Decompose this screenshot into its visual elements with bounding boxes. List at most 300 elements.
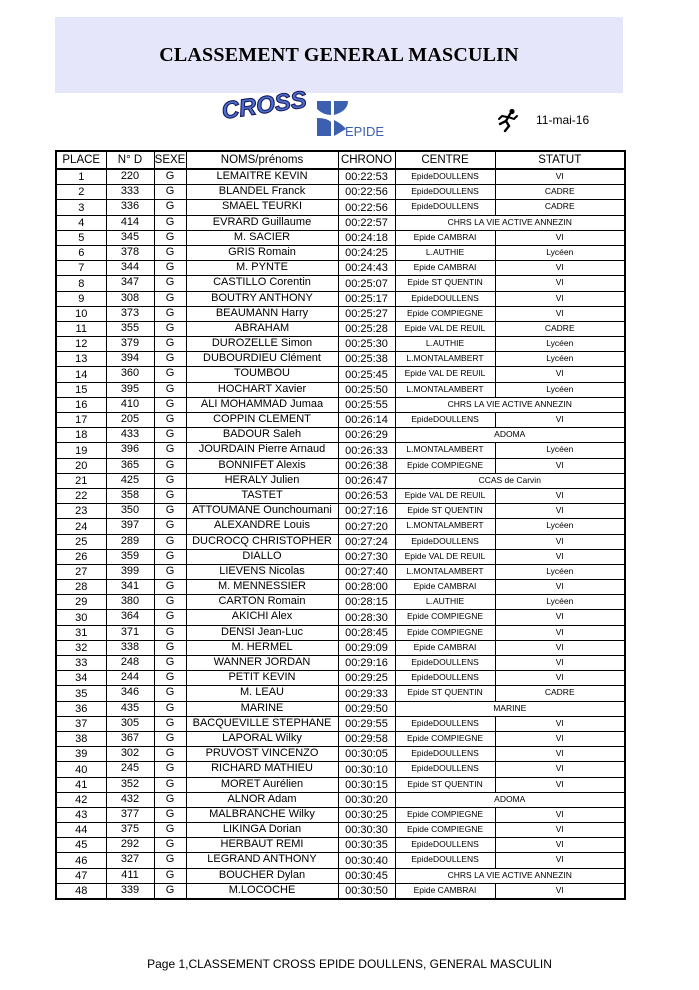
name-cell: BACQUEVILLE STEPHANE bbox=[186, 716, 338, 731]
bib-number-cell: 379 bbox=[106, 337, 154, 352]
bib-number-cell: 373 bbox=[106, 306, 154, 321]
centre-cell: L.MONTALAMBERT bbox=[395, 382, 495, 397]
sex-cell: G bbox=[154, 321, 186, 336]
place-cell: 36 bbox=[56, 701, 106, 716]
bib-number-cell: 365 bbox=[106, 458, 154, 473]
statut-cell: VI bbox=[495, 367, 625, 382]
cross-logo-text: CROSS bbox=[220, 86, 309, 125]
sex-cell: G bbox=[154, 701, 186, 716]
place-cell: 31 bbox=[56, 625, 106, 640]
bib-number-cell: 425 bbox=[106, 473, 154, 488]
table-row bbox=[56, 595, 625, 610]
place-cell: 4 bbox=[56, 215, 106, 230]
bib-number-cell: 350 bbox=[106, 504, 154, 519]
place-cell: 3 bbox=[56, 200, 106, 215]
name-cell: ALEXANDRE Louis bbox=[186, 519, 338, 534]
name-cell: COPPIN CLEMENT bbox=[186, 413, 338, 428]
centre-cell: EpideDOULLENS bbox=[395, 747, 495, 762]
place-cell: 7 bbox=[56, 261, 106, 276]
statut-cell: CADRE bbox=[495, 200, 625, 215]
table-row bbox=[56, 382, 625, 397]
sex-cell: G bbox=[154, 306, 186, 321]
chrono-cell: 00:26:14 bbox=[338, 413, 395, 428]
name-cell: HERBAUT REMI bbox=[186, 838, 338, 853]
name-cell: MORET Aurélien bbox=[186, 777, 338, 792]
bib-number-cell: 346 bbox=[106, 686, 154, 701]
bib-number-cell: 371 bbox=[106, 625, 154, 640]
sex-cell: G bbox=[154, 534, 186, 549]
bib-number-cell: 308 bbox=[106, 291, 154, 306]
name-cell: HERALY Julien bbox=[186, 473, 338, 488]
centre-cell: Epide CAMBRAI bbox=[395, 580, 495, 595]
chrono-cell: 00:30:40 bbox=[338, 853, 395, 868]
sex-cell: G bbox=[154, 792, 186, 807]
centre-cell: L.MONTALAMBERT bbox=[395, 443, 495, 458]
bib-number-cell: 367 bbox=[106, 731, 154, 746]
centre-cell: Epide ST QUENTIN bbox=[395, 504, 495, 519]
sex-cell: G bbox=[154, 488, 186, 503]
bib-number-cell: 375 bbox=[106, 823, 154, 838]
table-row bbox=[56, 504, 625, 519]
bib-number-cell: 341 bbox=[106, 580, 154, 595]
centre-cell: Epide VAL DE REUIL bbox=[395, 488, 495, 503]
place-cell: 9 bbox=[56, 291, 106, 306]
name-cell: EVRARD Guillaume bbox=[186, 215, 338, 230]
sex-cell: G bbox=[154, 200, 186, 215]
statut-cell: VI bbox=[495, 883, 625, 899]
place-cell: 13 bbox=[56, 352, 106, 367]
sex-cell: G bbox=[154, 747, 186, 762]
sex-cell: G bbox=[154, 731, 186, 746]
sex-cell: G bbox=[154, 595, 186, 610]
table-row bbox=[56, 823, 625, 838]
chrono-cell: 00:30:15 bbox=[338, 777, 395, 792]
sex-cell: G bbox=[154, 549, 186, 564]
chrono-cell: 00:25:07 bbox=[338, 276, 395, 291]
centre-cell: Epide COMPIEGNE bbox=[395, 823, 495, 838]
sex-cell: G bbox=[154, 261, 186, 276]
place-cell: 23 bbox=[56, 504, 106, 519]
place-cell: 34 bbox=[56, 671, 106, 686]
centre-cell: Epide CAMBRAI bbox=[395, 883, 495, 899]
centre-cell: EpideDOULLENS bbox=[395, 534, 495, 549]
name-cell: LIEVENS Nicolas bbox=[186, 564, 338, 579]
name-cell: AKICHI Alex bbox=[186, 610, 338, 625]
sex-cell: G bbox=[154, 473, 186, 488]
place-cell: 46 bbox=[56, 853, 106, 868]
chrono-cell: 00:22:53 bbox=[338, 169, 395, 185]
sex-cell: G bbox=[154, 291, 186, 306]
chrono-cell: 00:25:27 bbox=[338, 306, 395, 321]
centre-cell: EpideDOULLENS bbox=[395, 185, 495, 200]
table-row bbox=[56, 306, 625, 321]
name-cell: ALI MOHAMMAD Jumaa bbox=[186, 397, 338, 412]
statut-cell: CADRE bbox=[495, 321, 625, 336]
bib-number-cell: 380 bbox=[106, 595, 154, 610]
place-cell: 14 bbox=[56, 367, 106, 382]
chrono-cell: 00:28:30 bbox=[338, 610, 395, 625]
chrono-cell: 00:24:25 bbox=[338, 245, 395, 260]
sex-cell: G bbox=[154, 640, 186, 655]
statut-cell: Lycéen bbox=[495, 382, 625, 397]
chrono-cell: 00:28:45 bbox=[338, 625, 395, 640]
centre-cell: EpideDOULLENS bbox=[395, 838, 495, 853]
chrono-cell: 00:25:50 bbox=[338, 382, 395, 397]
sex-cell: G bbox=[154, 413, 186, 428]
centre-cell: Epide VAL DE REUIL bbox=[395, 321, 495, 336]
chrono-cell: 00:26:38 bbox=[338, 458, 395, 473]
chrono-cell: 00:26:29 bbox=[338, 428, 395, 443]
table-row bbox=[56, 443, 625, 458]
statut-cell: VI bbox=[495, 610, 625, 625]
place-cell: 47 bbox=[56, 868, 106, 883]
name-cell: DUBOURDIEU Clément bbox=[186, 352, 338, 367]
sex-cell: G bbox=[154, 276, 186, 291]
table-row bbox=[56, 230, 625, 245]
statut-cell: VI bbox=[495, 549, 625, 564]
bib-number-cell: 433 bbox=[106, 428, 154, 443]
place-cell: 32 bbox=[56, 640, 106, 655]
table-row bbox=[56, 549, 625, 564]
table-row bbox=[56, 200, 625, 215]
place-cell: 16 bbox=[56, 397, 106, 412]
name-cell: DUROZELLE Simon bbox=[186, 337, 338, 352]
centre-cell: EpideDOULLENS bbox=[395, 762, 495, 777]
bib-number-cell: 245 bbox=[106, 762, 154, 777]
table-row bbox=[56, 261, 625, 276]
column-header: CENTRE bbox=[395, 151, 495, 169]
centre-cell: L.AUTHIE bbox=[395, 337, 495, 352]
name-cell: HOCHART Xavier bbox=[186, 382, 338, 397]
place-cell: 44 bbox=[56, 823, 106, 838]
name-cell: SMAEL TEURKI bbox=[186, 200, 338, 215]
sex-cell: G bbox=[154, 215, 186, 230]
statut-cell: VI bbox=[495, 671, 625, 686]
centre-cell: Epide COMPIEGNE bbox=[395, 610, 495, 625]
name-cell: PRUVOST VINCENZO bbox=[186, 747, 338, 762]
place-cell: 27 bbox=[56, 564, 106, 579]
place-cell: 42 bbox=[56, 792, 106, 807]
bib-number-cell: 364 bbox=[106, 610, 154, 625]
place-cell: 22 bbox=[56, 488, 106, 503]
sex-cell: G bbox=[154, 777, 186, 792]
column-header: N° D bbox=[106, 151, 154, 169]
bib-number-cell: 292 bbox=[106, 838, 154, 853]
table-row bbox=[56, 276, 625, 291]
table-row bbox=[56, 185, 625, 200]
table-row bbox=[56, 868, 625, 883]
sex-cell: G bbox=[154, 868, 186, 883]
statut-cell: VI bbox=[495, 306, 625, 321]
centre-cell: L.MONTALAMBERT bbox=[395, 519, 495, 534]
table-row bbox=[56, 534, 625, 549]
statut-cell: VI bbox=[495, 230, 625, 245]
centre-cell: Epide CAMBRAI bbox=[395, 230, 495, 245]
centre-statut-cell: CCAS de Carvin bbox=[395, 473, 625, 488]
table-row bbox=[56, 838, 625, 853]
centre-cell: Epide CAMBRAI bbox=[395, 261, 495, 276]
chrono-cell: 00:30:25 bbox=[338, 807, 395, 822]
table-row bbox=[56, 883, 625, 899]
place-cell: 37 bbox=[56, 716, 106, 731]
chrono-cell: 00:27:24 bbox=[338, 534, 395, 549]
name-cell: MARINE bbox=[186, 701, 338, 716]
place-cell: 19 bbox=[56, 443, 106, 458]
chrono-cell: 00:29:58 bbox=[338, 731, 395, 746]
chrono-cell: 00:26:47 bbox=[338, 473, 395, 488]
place-cell: 40 bbox=[56, 762, 106, 777]
bib-number-cell: 410 bbox=[106, 397, 154, 412]
bib-number-cell: 302 bbox=[106, 747, 154, 762]
place-cell: 15 bbox=[56, 382, 106, 397]
centre-statut-cell: MARINE bbox=[395, 701, 625, 716]
sex-cell: G bbox=[154, 823, 186, 838]
name-cell: CARTON Romain bbox=[186, 595, 338, 610]
bib-number-cell: 359 bbox=[106, 549, 154, 564]
statut-cell: VI bbox=[495, 488, 625, 503]
place-cell: 48 bbox=[56, 883, 106, 899]
name-cell: RICHARD MATHIEU bbox=[186, 762, 338, 777]
column-header: CHRONO bbox=[338, 151, 395, 169]
runner-icon bbox=[497, 108, 519, 132]
place-cell: 30 bbox=[56, 610, 106, 625]
statut-cell: VI bbox=[495, 413, 625, 428]
statut-cell: VI bbox=[495, 640, 625, 655]
chrono-cell: 00:29:16 bbox=[338, 656, 395, 671]
statut-cell: VI bbox=[495, 276, 625, 291]
sex-cell: G bbox=[154, 185, 186, 200]
sex-cell: G bbox=[154, 671, 186, 686]
sex-cell: G bbox=[154, 883, 186, 899]
centre-statut-cell: CHRS LA VIE ACTIVE ANNEZIN bbox=[395, 215, 625, 230]
place-cell: 1 bbox=[56, 169, 106, 185]
sex-cell: G bbox=[154, 807, 186, 822]
statut-cell: VI bbox=[495, 504, 625, 519]
statut-cell: Lycéen bbox=[495, 245, 625, 260]
chrono-cell: 00:22:56 bbox=[338, 200, 395, 215]
table-row bbox=[56, 321, 625, 336]
place-cell: 33 bbox=[56, 656, 106, 671]
place-cell: 35 bbox=[56, 686, 106, 701]
name-cell: ALNOR Adam bbox=[186, 792, 338, 807]
chrono-cell: 00:25:28 bbox=[338, 321, 395, 336]
place-cell: 18 bbox=[56, 428, 106, 443]
chrono-cell: 00:27:16 bbox=[338, 504, 395, 519]
bib-number-cell: 339 bbox=[106, 883, 154, 899]
statut-cell: VI bbox=[495, 169, 625, 185]
place-cell: 26 bbox=[56, 549, 106, 564]
chrono-cell: 00:29:09 bbox=[338, 640, 395, 655]
sex-cell: G bbox=[154, 367, 186, 382]
statut-cell: VI bbox=[495, 261, 625, 276]
sex-cell: G bbox=[154, 519, 186, 534]
statut-cell: VI bbox=[495, 625, 625, 640]
bib-number-cell: 336 bbox=[106, 200, 154, 215]
name-cell: DUCROCQ CHRISTOPHER bbox=[186, 534, 338, 549]
centre-cell: Epide COMPIEGNE bbox=[395, 807, 495, 822]
statut-cell: Lycéen bbox=[495, 337, 625, 352]
place-cell: 38 bbox=[56, 731, 106, 746]
statut-cell: VI bbox=[495, 291, 625, 306]
bib-number-cell: 396 bbox=[106, 443, 154, 458]
name-cell: LEGRAND ANTHONY bbox=[186, 853, 338, 868]
bib-number-cell: 395 bbox=[106, 382, 154, 397]
centre-cell: Epide COMPIEGNE bbox=[395, 731, 495, 746]
name-cell: TASTET bbox=[186, 488, 338, 503]
name-cell: M. MENNESSIER bbox=[186, 580, 338, 595]
statut-cell: Lycéen bbox=[495, 564, 625, 579]
table-row bbox=[56, 686, 625, 701]
table-row bbox=[56, 291, 625, 306]
sex-cell: G bbox=[154, 169, 186, 185]
place-cell: 24 bbox=[56, 519, 106, 534]
chrono-cell: 00:24:43 bbox=[338, 261, 395, 276]
bib-number-cell: 432 bbox=[106, 792, 154, 807]
epide-logo-text: EPIDE bbox=[345, 124, 385, 139]
sex-cell: G bbox=[154, 337, 186, 352]
sex-cell: G bbox=[154, 382, 186, 397]
bib-number-cell: 435 bbox=[106, 701, 154, 716]
bib-number-cell: 397 bbox=[106, 519, 154, 534]
name-cell: ABRAHAM bbox=[186, 321, 338, 336]
centre-cell: EpideDOULLENS bbox=[395, 200, 495, 215]
table-header-row bbox=[56, 151, 625, 169]
chrono-cell: 00:22:57 bbox=[338, 215, 395, 230]
centre-cell: EpideDOULLENS bbox=[395, 413, 495, 428]
chrono-cell: 00:30:35 bbox=[338, 838, 395, 853]
centre-cell: Epide VAL DE REUIL bbox=[395, 549, 495, 564]
name-cell: WANNER JORDAN bbox=[186, 656, 338, 671]
statut-cell: VI bbox=[495, 838, 625, 853]
name-cell: DIALLO bbox=[186, 549, 338, 564]
statut-cell: Lycéen bbox=[495, 595, 625, 610]
bib-number-cell: 327 bbox=[106, 853, 154, 868]
chrono-cell: 00:30:30 bbox=[338, 823, 395, 838]
bib-number-cell: 205 bbox=[106, 413, 154, 428]
table-row bbox=[56, 671, 625, 686]
sex-cell: G bbox=[154, 428, 186, 443]
column-header: SEXE bbox=[154, 151, 186, 169]
name-cell: BEAUMANN Harry bbox=[186, 306, 338, 321]
table-row bbox=[56, 807, 625, 822]
table-row bbox=[56, 640, 625, 655]
place-cell: 43 bbox=[56, 807, 106, 822]
centre-cell: Epide ST QUENTIN bbox=[395, 686, 495, 701]
sex-cell: G bbox=[154, 245, 186, 260]
bib-number-cell: 289 bbox=[106, 534, 154, 549]
centre-cell: L.AUTHIE bbox=[395, 245, 495, 260]
table-row bbox=[56, 580, 625, 595]
name-cell: M. SACIER bbox=[186, 230, 338, 245]
chrono-cell: 00:29:55 bbox=[338, 716, 395, 731]
name-cell: M. HERMEL bbox=[186, 640, 338, 655]
centre-cell: EpideDOULLENS bbox=[395, 716, 495, 731]
bib-number-cell: 377 bbox=[106, 807, 154, 822]
bib-number-cell: 378 bbox=[106, 245, 154, 260]
name-cell: BLANDEL Franck bbox=[186, 185, 338, 200]
centre-statut-cell: ADOMA bbox=[395, 428, 625, 443]
chrono-cell: 00:24:18 bbox=[338, 230, 395, 245]
statut-cell: Lycéen bbox=[495, 443, 625, 458]
statut-cell: VI bbox=[495, 807, 625, 822]
statut-cell: VI bbox=[495, 534, 625, 549]
name-cell: GRIS Romain bbox=[186, 245, 338, 260]
chrono-cell: 00:29:25 bbox=[338, 671, 395, 686]
table-row bbox=[56, 215, 625, 230]
place-cell: 11 bbox=[56, 321, 106, 336]
table-row bbox=[56, 473, 625, 488]
place-cell: 6 bbox=[56, 245, 106, 260]
table-row bbox=[56, 337, 625, 352]
table-row bbox=[56, 792, 625, 807]
epide-emblem-icon bbox=[317, 101, 348, 136]
place-cell: 17 bbox=[56, 413, 106, 428]
table-row bbox=[56, 777, 625, 792]
bib-number-cell: 244 bbox=[106, 671, 154, 686]
centre-cell: EpideDOULLENS bbox=[395, 853, 495, 868]
name-cell: BONNIFET Alexis bbox=[186, 458, 338, 473]
bib-number-cell: 399 bbox=[106, 564, 154, 579]
chrono-cell: 00:22:56 bbox=[338, 185, 395, 200]
column-header: PLACE bbox=[56, 151, 106, 169]
chrono-cell: 00:30:45 bbox=[338, 868, 395, 883]
place-cell: 45 bbox=[56, 838, 106, 853]
chrono-cell: 00:30:20 bbox=[338, 792, 395, 807]
sex-cell: G bbox=[154, 716, 186, 731]
table-row bbox=[56, 245, 625, 260]
name-cell: CASTILLO Corentin bbox=[186, 276, 338, 291]
name-cell: TOUMBOU bbox=[186, 367, 338, 382]
table-row bbox=[56, 610, 625, 625]
centre-cell: L.AUTHIE bbox=[395, 595, 495, 610]
place-cell: 12 bbox=[56, 337, 106, 352]
centre-statut-cell: CHRS LA VIE ACTIVE ANNEZIN bbox=[395, 868, 625, 883]
table-row bbox=[56, 413, 625, 428]
name-cell: PETIT KEVIN bbox=[186, 671, 338, 686]
chrono-cell: 00:29:50 bbox=[338, 701, 395, 716]
centre-cell: Epide COMPIEGNE bbox=[395, 458, 495, 473]
sex-cell: G bbox=[154, 230, 186, 245]
name-cell: LEMAITRE KEVIN bbox=[186, 169, 338, 185]
bib-number-cell: 355 bbox=[106, 321, 154, 336]
chrono-cell: 00:29:33 bbox=[338, 686, 395, 701]
bib-number-cell: 411 bbox=[106, 868, 154, 883]
name-cell: MALBRANCHE Wilky bbox=[186, 807, 338, 822]
name-cell: M.LOCOCHE bbox=[186, 883, 338, 899]
statut-cell: VI bbox=[495, 656, 625, 671]
sex-cell: G bbox=[154, 504, 186, 519]
place-cell: 20 bbox=[56, 458, 106, 473]
bib-number-cell: 248 bbox=[106, 656, 154, 671]
statut-cell: VI bbox=[495, 747, 625, 762]
statut-cell: Lycéen bbox=[495, 352, 625, 367]
sex-cell: G bbox=[154, 443, 186, 458]
name-cell: M. PYNTE bbox=[186, 261, 338, 276]
name-cell: LIKINGA Dorian bbox=[186, 823, 338, 838]
bib-number-cell: 358 bbox=[106, 488, 154, 503]
place-cell: 5 bbox=[56, 230, 106, 245]
statut-cell: VI bbox=[495, 853, 625, 868]
chrono-cell: 00:25:38 bbox=[338, 352, 395, 367]
bib-number-cell: 360 bbox=[106, 367, 154, 382]
sex-cell: G bbox=[154, 838, 186, 853]
table-row bbox=[56, 367, 625, 382]
table-row bbox=[56, 488, 625, 503]
sex-cell: G bbox=[154, 352, 186, 367]
table-row bbox=[56, 458, 625, 473]
statut-cell: VI bbox=[495, 762, 625, 777]
table-row bbox=[56, 564, 625, 579]
